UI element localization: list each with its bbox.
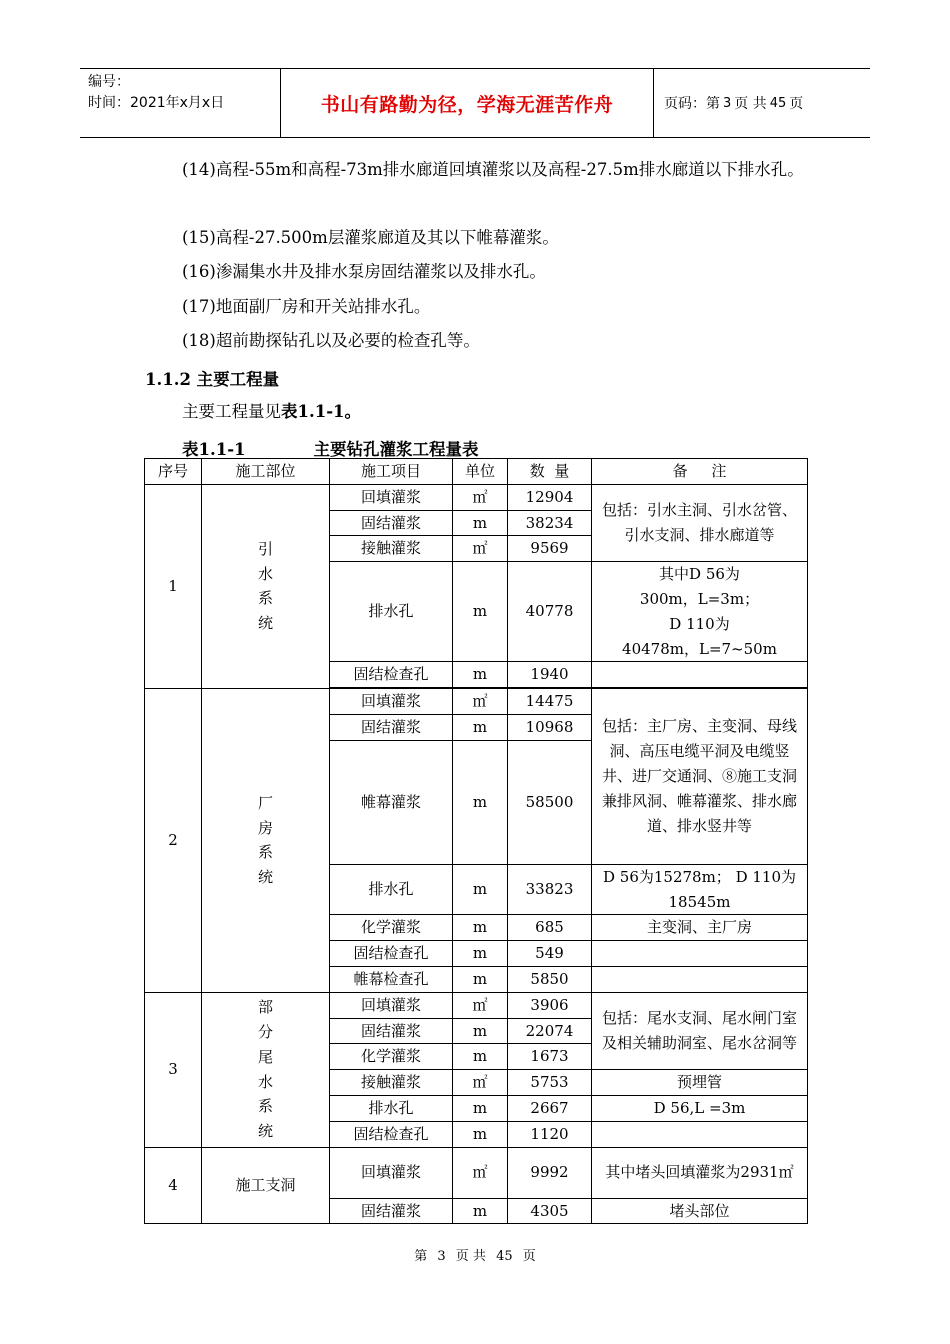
- item-cell: 固结灌浆: [330, 1018, 453, 1044]
- item-cell: 固结灌浆: [330, 510, 453, 536]
- unit-cell: m: [453, 1121, 508, 1147]
- table-row: [145, 1147, 808, 1198]
- remark-cell: D 56,L =3m: [592, 1095, 808, 1121]
- table-row: [145, 484, 808, 510]
- header-meta: [80, 69, 281, 137]
- item-cell: 排水孔: [330, 562, 453, 662]
- qty-cell: 58500: [508, 740, 592, 864]
- qty-cell: 1673: [508, 1044, 592, 1070]
- page-suffix: 页: [789, 96, 804, 112]
- item-cell: 固结检查孔: [330, 941, 453, 967]
- item-cell: 回填灌浆: [330, 484, 453, 510]
- remark-cell: 包括：尾水支洞、尾水闸门室及相关辅助洞室、尾水岔洞等: [592, 992, 808, 1069]
- qty-cell: 1940: [508, 662, 592, 688]
- group-number: 1: [145, 484, 202, 688]
- qty-cell: 9569: [508, 536, 592, 562]
- unit-cell: ㎡: [453, 536, 508, 562]
- paragraph-16: (16)渗漏集水井及排水泵房固结灌浆以及排水孔。: [182, 262, 546, 281]
- item-cell: 固结灌浆: [330, 1198, 453, 1224]
- page-mid: 页 共: [734, 96, 767, 112]
- header-motto-cell: [281, 69, 654, 137]
- footer-total: 45: [496, 1249, 513, 1264]
- page-header: [80, 68, 870, 138]
- col-header-unit: 单位: [453, 459, 508, 485]
- group-number: 4: [145, 1147, 202, 1224]
- paragraph-14: (14)高程-55m和高程-73m排水廊道回填灌浆以及高程-27.5m排水廊道以下排水孔。: [182, 160, 804, 179]
- unit-cell: m: [453, 941, 508, 967]
- remark-cell: 包括：主厂房、主变洞、母线洞、高压电缆平洞及电缆竖井、进厂交通洞、⑧施工支洞兼排风洞、帷幕灌浆、排水廊道、排水竖井等: [592, 689, 808, 865]
- section-intro: [145, 395, 805, 429]
- header-page-info: [654, 69, 870, 137]
- footer-mid: 页 共: [455, 1249, 486, 1264]
- footer-suffix: 页: [522, 1249, 536, 1264]
- col-header-part: 施工部位: [202, 459, 330, 485]
- intro-text: 主要工程量见: [182, 402, 281, 421]
- remark-cell: 其中堵头回填灌浆为2931㎡: [592, 1147, 808, 1198]
- unit-cell: m: [453, 1095, 508, 1121]
- unit-cell: m: [453, 915, 508, 941]
- remark-cell: D 56为15278m； D 110为18545m: [592, 864, 808, 915]
- unit-cell: ㎡: [453, 689, 508, 715]
- col-header-remark: 备 注: [592, 459, 808, 485]
- footer-current: 3: [437, 1249, 446, 1264]
- qty-cell: 40778: [508, 562, 592, 662]
- page-prefix: 页码：第: [664, 96, 720, 112]
- qty-cell: 5850: [508, 966, 592, 992]
- unit-cell: m: [453, 1044, 508, 1070]
- item-cell: 固结检查孔: [330, 1121, 453, 1147]
- qty-cell: 12904: [508, 484, 592, 510]
- item-cell: 排水孔: [330, 864, 453, 915]
- item-cell: 化学灌浆: [330, 915, 453, 941]
- footer-prefix: 第: [414, 1249, 428, 1264]
- qty-cell: 685: [508, 915, 592, 941]
- paragraph-17: (17)地面副厂房和开关站排水孔。: [182, 297, 431, 316]
- remark-cell: 其中D 56为 300m，L=3m； D 110为 40478m，L=7~50m: [592, 562, 808, 662]
- unit-cell: m: [453, 662, 508, 688]
- page-footer: [0, 1245, 950, 1264]
- item-cell: 接触灌浆: [330, 1070, 453, 1096]
- section-heading: 1.1.2 主要工程量: [145, 370, 280, 389]
- item-cell: 回填灌浆: [330, 992, 453, 1018]
- table-row: [145, 689, 808, 715]
- item-cell: 固结灌浆: [330, 714, 453, 740]
- group-number: 3: [145, 992, 202, 1147]
- group-number: 2: [145, 689, 202, 993]
- qty-cell: 33823: [508, 864, 592, 915]
- qty-cell: 10968: [508, 714, 592, 740]
- qty-cell: 2667: [508, 1095, 592, 1121]
- qty-cell: 549: [508, 941, 592, 967]
- unit-cell: m: [453, 740, 508, 864]
- item-cell: 固结检查孔: [330, 662, 453, 688]
- unit-cell: ㎡: [453, 484, 508, 510]
- qty-cell: 1120: [508, 1121, 592, 1147]
- document-number-label: 编号：: [88, 74, 130, 90]
- table-caption: [182, 436, 479, 460]
- item-cell: 帷幕灌浆: [330, 740, 453, 864]
- page-current: 3: [723, 95, 732, 111]
- unit-cell: m: [453, 966, 508, 992]
- remark-cell: [592, 966, 808, 992]
- remark-cell: 堵头部位: [592, 1198, 808, 1224]
- intro-table-ref: 表1.1-1。: [281, 402, 362, 421]
- table-title: 主要钻孔灌浆工程量表: [313, 440, 479, 459]
- qty-cell: 5753: [508, 1070, 592, 1096]
- table-number: 表1.1-1: [182, 440, 246, 459]
- qty-cell: 4305: [508, 1198, 592, 1224]
- paragraph-18: (18)超前勘探钻孔以及必要的检查孔等。: [182, 331, 480, 350]
- remark-cell: 预埋管: [592, 1070, 808, 1096]
- remark-cell: 包括：引水主洞、引水岔管、引水支洞、排水廊道等: [592, 484, 808, 561]
- unit-cell: m: [453, 1018, 508, 1044]
- quantities-table: [144, 458, 808, 1224]
- document-date: 时间：2021年x月x日: [88, 95, 225, 111]
- item-cell: 排水孔: [330, 1095, 453, 1121]
- page-total: 45: [769, 95, 787, 111]
- unit-cell: m: [453, 1198, 508, 1224]
- remark-cell: [592, 941, 808, 967]
- table-row: [145, 992, 808, 1018]
- group-part: 施工支洞: [202, 1147, 330, 1224]
- unit-cell: ㎡: [453, 992, 508, 1018]
- item-cell: 帷幕检查孔: [330, 966, 453, 992]
- col-header-qty: 数 量: [508, 459, 592, 485]
- remark-cell: 主变洞、主厂房: [592, 915, 808, 941]
- item-cell: 化学灌浆: [330, 1044, 453, 1070]
- remark-cell: [592, 662, 808, 688]
- header-motto: 书山有路勤为径，学海无涯苦作舟: [320, 93, 614, 116]
- qty-cell: 14475: [508, 689, 592, 715]
- unit-cell: m: [453, 864, 508, 915]
- unit-cell: ㎡: [453, 1070, 508, 1096]
- paragraph-15: (15)高程-27.500m层灌浆廊道及其以下帷幕灌浆。: [182, 228, 559, 247]
- unit-cell: ㎡: [453, 1147, 508, 1198]
- col-header-item: 施工项目: [330, 459, 453, 485]
- qty-cell: 9992: [508, 1147, 592, 1198]
- qty-cell: 22074: [508, 1018, 592, 1044]
- qty-cell: 38234: [508, 510, 592, 536]
- unit-cell: m: [453, 510, 508, 536]
- qty-cell: 3906: [508, 992, 592, 1018]
- item-cell: 回填灌浆: [330, 1147, 453, 1198]
- table-header-row: [145, 459, 808, 485]
- item-cell: 接触灌浆: [330, 536, 453, 562]
- group-part: 厂 房 系 统: [202, 689, 330, 993]
- group-part: 部 分 尾 水 系 统: [202, 992, 330, 1147]
- unit-cell: m: [453, 562, 508, 662]
- col-header-no: 序号: [145, 459, 202, 485]
- item-cell: 回填灌浆: [330, 689, 453, 715]
- remark-cell: [592, 1121, 808, 1147]
- group-part: 引 水 系 统: [202, 484, 330, 688]
- unit-cell: m: [453, 714, 508, 740]
